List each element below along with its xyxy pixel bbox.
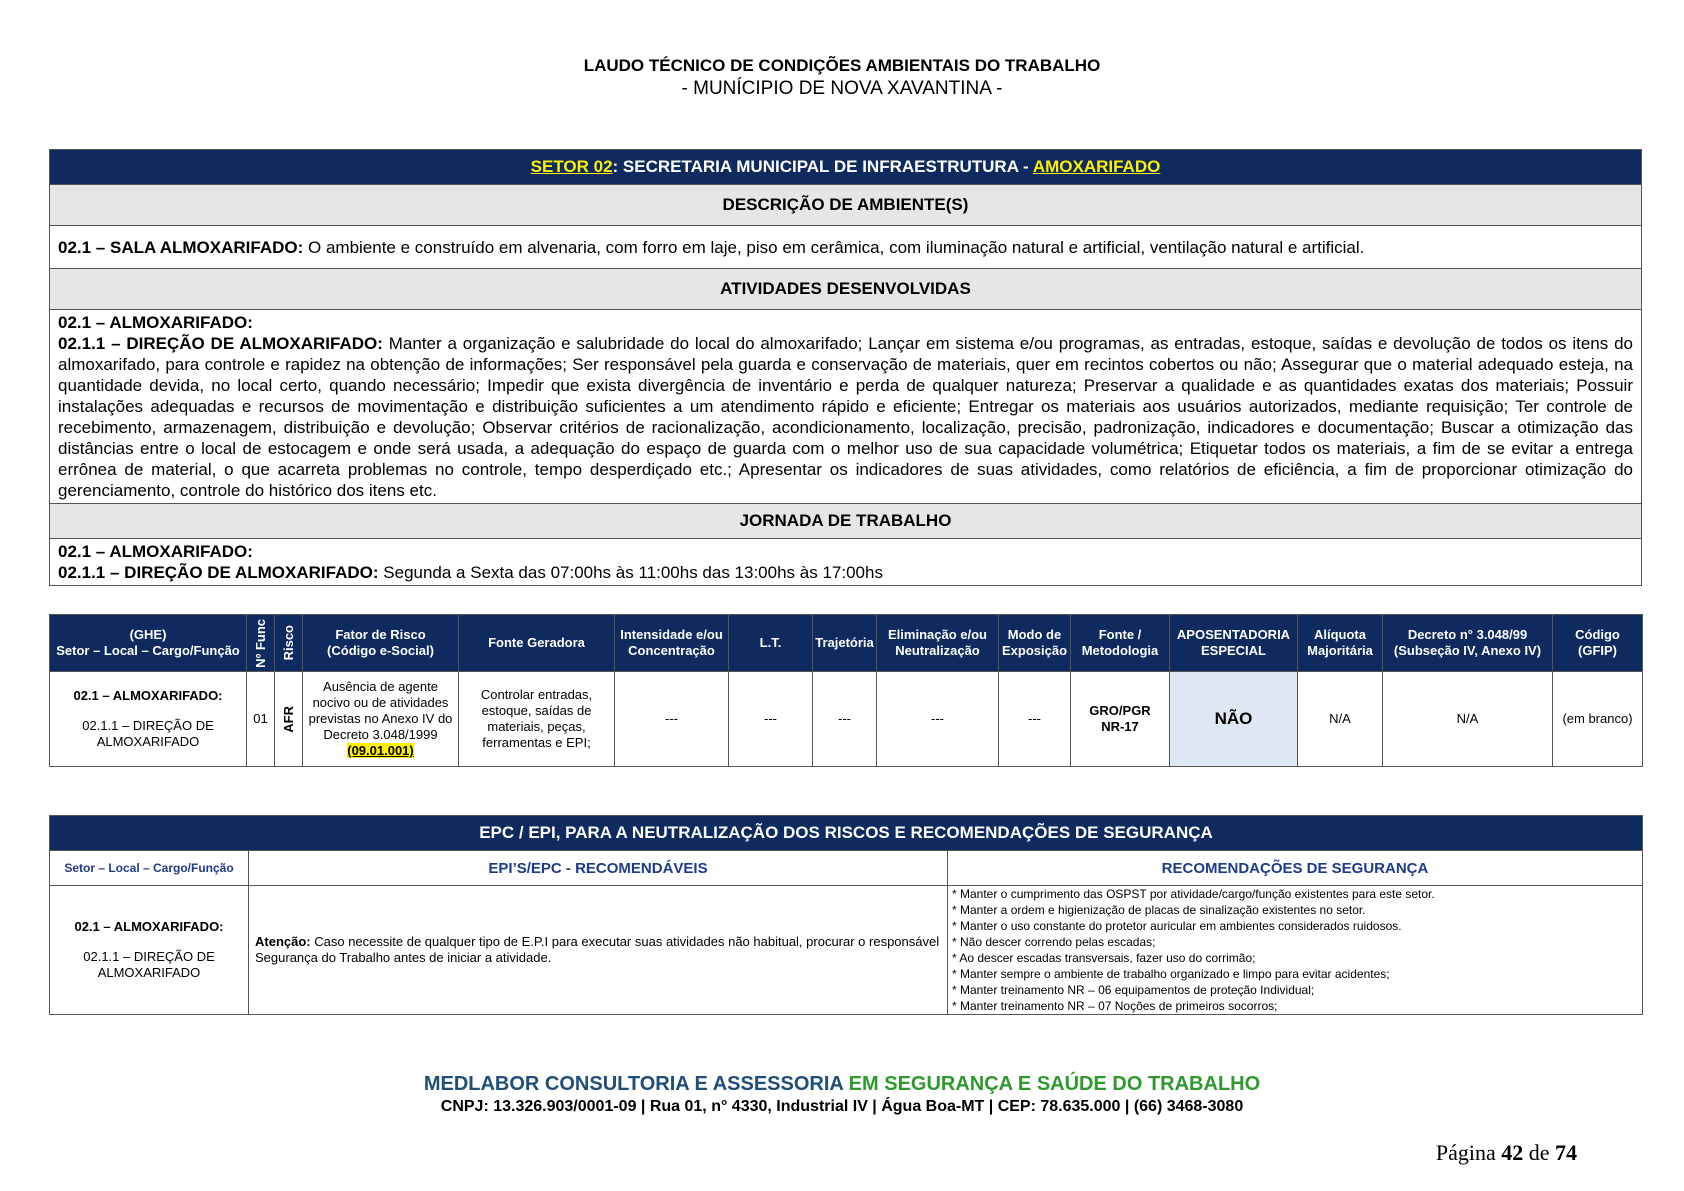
header-aposentadoria: APOSENTADORIA ESPECIAL <box>1170 615 1298 672</box>
attention-label: Atenção: <box>255 934 311 949</box>
epc-table <box>49 815 1643 1015</box>
header-fator: Fator de Risco (Código e-Social) <box>303 615 459 672</box>
document-title: LAUDO TÉCNICO DE CONDIÇÕES AMBIENTAIS DO TRABALHO <box>583 56 1101 75</box>
recommendation-item: * Manter o uso constante do protetor auricular em ambientes considerados ruidosos. <box>952 919 1402 933</box>
activities-local: 02.1 – ALMOXARIFADO: <box>58 313 253 332</box>
attention-text: Caso necessite de qualquer tipo de E.P.I para executar suas atividades não habitual, procurar o responsável Segurança do Trabalho antes de iniciar a atividade. <box>255 934 940 965</box>
header-nfunc: Nº Func <box>247 615 275 672</box>
page-number: Página 42 de 74 <box>1435 1140 1577 1165</box>
cell-fator: Ausência de agente nocivo ou de atividades previstas no Anexo IV do Decreto 3.048/1999 (09.01.001) <box>303 672 459 767</box>
schedule-text: Segunda a Sexta das 07:00hs às 11:00hs das 13:00hs às 17:00hs <box>378 563 883 582</box>
cell-ghe: 02.1 – ALMOXARIFADO: 02.1.1 – DIREÇÃO DE ALMOXARIFADO <box>50 672 247 767</box>
recommendation-item: * Manter o cumprimento das OSPST por atividade/cargo/função existentes para este setor. <box>952 887 1435 901</box>
epc-cell-epi <box>249 886 948 1015</box>
cell-nfunc: 01 <box>247 672 275 767</box>
description-text: O ambiente e construído em alvenaria, com forro em laje, piso em cerâmica, com iluminação natural e artificial, ventilação natural e artificial. <box>303 237 1365 257</box>
cell-trajetoria: --- <box>813 672 877 767</box>
risk-header-row <box>50 615 1643 672</box>
description-body <box>50 226 1642 269</box>
cell-fonte: Controlar entradas, estoque, saídas de materiais, peças, ferramentas e EPI; <box>459 672 615 767</box>
document-header <box>0 56 1684 100</box>
cell-aliquota: N/A <box>1298 672 1383 767</box>
company-address: CNPJ: 13.326.903/0001-09 | Rua 01, n° 4330, Industrial IV | Água Boa-MT | CEP: 78.635.000 | (66) 3468-3080 <box>440 1098 1244 1115</box>
header-risco: Risco <box>275 615 303 672</box>
epc-cell-recomendacoes <box>948 886 1643 1015</box>
cell-codigo: (em branco) <box>1553 672 1643 767</box>
document-footer <box>0 1073 1684 1116</box>
recommendation-item: * Não descer correndo pelas escadas; <box>952 935 1156 949</box>
header-fonte: Fonte Geradora <box>459 615 615 672</box>
recommendation-item: * Manter sempre o ambiente de trabalho organizado e limpo para evitar acidentes; <box>952 967 1390 981</box>
schedule-body <box>50 539 1642 586</box>
header-lt: L.T. <box>729 615 813 672</box>
recommendation-item: * Manter a ordem e higienização de placas de sinalização existentes no setor. <box>952 903 1366 917</box>
header-aliquota: Alíquota Majoritária <box>1298 615 1383 672</box>
schedule-heading: JORNADA DE TRABALHO <box>50 504 1642 539</box>
activities-role-label: 02.1.1 – DIREÇÃO DE ALMOXARIFADO: <box>58 334 383 353</box>
epc-col-epi: EPI’S/EPC - RECOMENDÁVEIS <box>249 851 948 886</box>
sector-info-table <box>49 149 1642 586</box>
cell-risco: AFR <box>275 672 303 767</box>
activities-body <box>50 310 1642 504</box>
epc-title: EPC / EPI, PARA A NEUTRALIZAÇÃO DOS RISCOS E RECOMENDAÇÕES DE SEGURANÇA <box>50 816 1643 851</box>
cell-lt: --- <box>729 672 813 767</box>
header-intensidade: Intensidade e/ou Concentração <box>615 615 729 672</box>
header-codigo: Código (GFIP) <box>1553 615 1643 672</box>
sector-name: : SECRETARIA MUNICIPAL DE INFRAESTRUTURA - <box>612 157 1033 176</box>
header-ghe: (GHE) Setor – Local – Cargo/Função <box>50 615 247 672</box>
cell-intensidade: --- <box>615 672 729 767</box>
sector-area: AMOXARIFADO <box>1032 157 1161 176</box>
recommendation-item: * Manter treinamento NR – 07 Noções de primeiros socorros; <box>952 999 1278 1013</box>
risk-table <box>49 614 1643 767</box>
activities-heading: ATIVIDADES DESENVOLVIDAS <box>50 269 1642 310</box>
cell-modo: --- <box>999 672 1071 767</box>
sector-label: SETOR 02 <box>530 157 613 176</box>
header-trajetoria: Trajetória <box>813 615 877 672</box>
header-decreto: Decreto n° 3.048/99 (Subseção IV, Anexo IV) <box>1383 615 1553 672</box>
schedule-role-label: 02.1.1 – DIREÇÃO DE ALMOXARIFADO: <box>58 563 379 582</box>
recommendation-item: * Manter treinamento NR – 06 equipamentos de proteção Individual; <box>952 983 1315 997</box>
schedule-local: 02.1 – ALMOXARIFADO: <box>58 542 253 561</box>
fator-code: (09.01.001) <box>347 743 414 758</box>
company-name: MEDLABOR CONSULTORIA E ASSESSORIA EM SEGURANÇA E SAÚDE DO TRABALHO <box>423 1073 1261 1095</box>
sector-title <box>50 150 1642 185</box>
description-heading: DESCRIÇÃO DE AMBIENTE(S) <box>50 185 1642 226</box>
header-metodologia: Fonte / Metodologia <box>1071 615 1170 672</box>
recommendation-item: * Ao descer escadas transversais, fazer uso do corrimão; <box>952 951 1256 965</box>
cell-aposentadoria: NÃO <box>1170 672 1298 767</box>
epc-cell-setor: 02.1 – ALMOXARIFADO: 02.1.1 – DIREÇÃO DE ALMOXARIFADO <box>50 886 249 1015</box>
activities-text: Manter a organização e salubridade do local do almoxarifado; Lançar em sistema e/ou programas, as entradas, estoque, saídas e devolução de todos os itens do almoxarifado, para controle e rapidez na obtenção de informações; Ser responsável pela guarda e conservação de materiais, quer em recintos cobertos ou não; Assegurar que o material adequado esteja, na quantidade devida, no local certo, quando necessário; Impedir que exista divergência de inventário e perda de qualquer natureza; Preservar a qualidade e as quantidades exatas dos materiais; Possuir instalações adequadas e recursos de movimentação e distribuição suficientes a um atendimento rápido e eficiente; Entregar os materiais aos usuários autorizados, mediante requisição; Ter controle de recebimento, armazenagem, distribuição e devolução; Observar critérios de racionalização, acondicionamento, localização, precisão, padronização, indicadores e documentação; Buscar a otimização das distâncias entre o local de estocagem e onde será usada, a adequação do espaço de guarda com o melhor uso de sua capacidade volumétrica; Etiquetar todos os materiais, a fim de se evitar a entrega errônea de material, o que acarreta problemas no controle, tempo desperdiçado etc.; Apresentar os indicadores de suas atividades, como relatórios de eficiência, a fim de proporcionar otimização do gerenciamento, controle do histórico dos itens etc. <box>58 334 1633 500</box>
cell-metodologia: GRO/PGR NR-17 <box>1071 672 1170 767</box>
header-eliminacao: Eliminação e/ou Neutralização <box>877 615 999 672</box>
header-modo: Modo de Exposição <box>999 615 1071 672</box>
description-label: 02.1 – SALA ALMOXARIFADO: <box>58 237 304 257</box>
risk-row <box>50 672 1643 767</box>
document-subtitle: - MUNÍCIPIO DE NOVA XAVANTINA - <box>681 78 1003 99</box>
epc-col-recomendacoes: RECOMENDAÇÕES DE SEGURANÇA <box>948 851 1643 886</box>
epc-col-setor: Setor – Local – Cargo/Função <box>50 851 249 886</box>
cell-eliminacao: --- <box>877 672 999 767</box>
cell-decreto: N/A <box>1383 672 1553 767</box>
